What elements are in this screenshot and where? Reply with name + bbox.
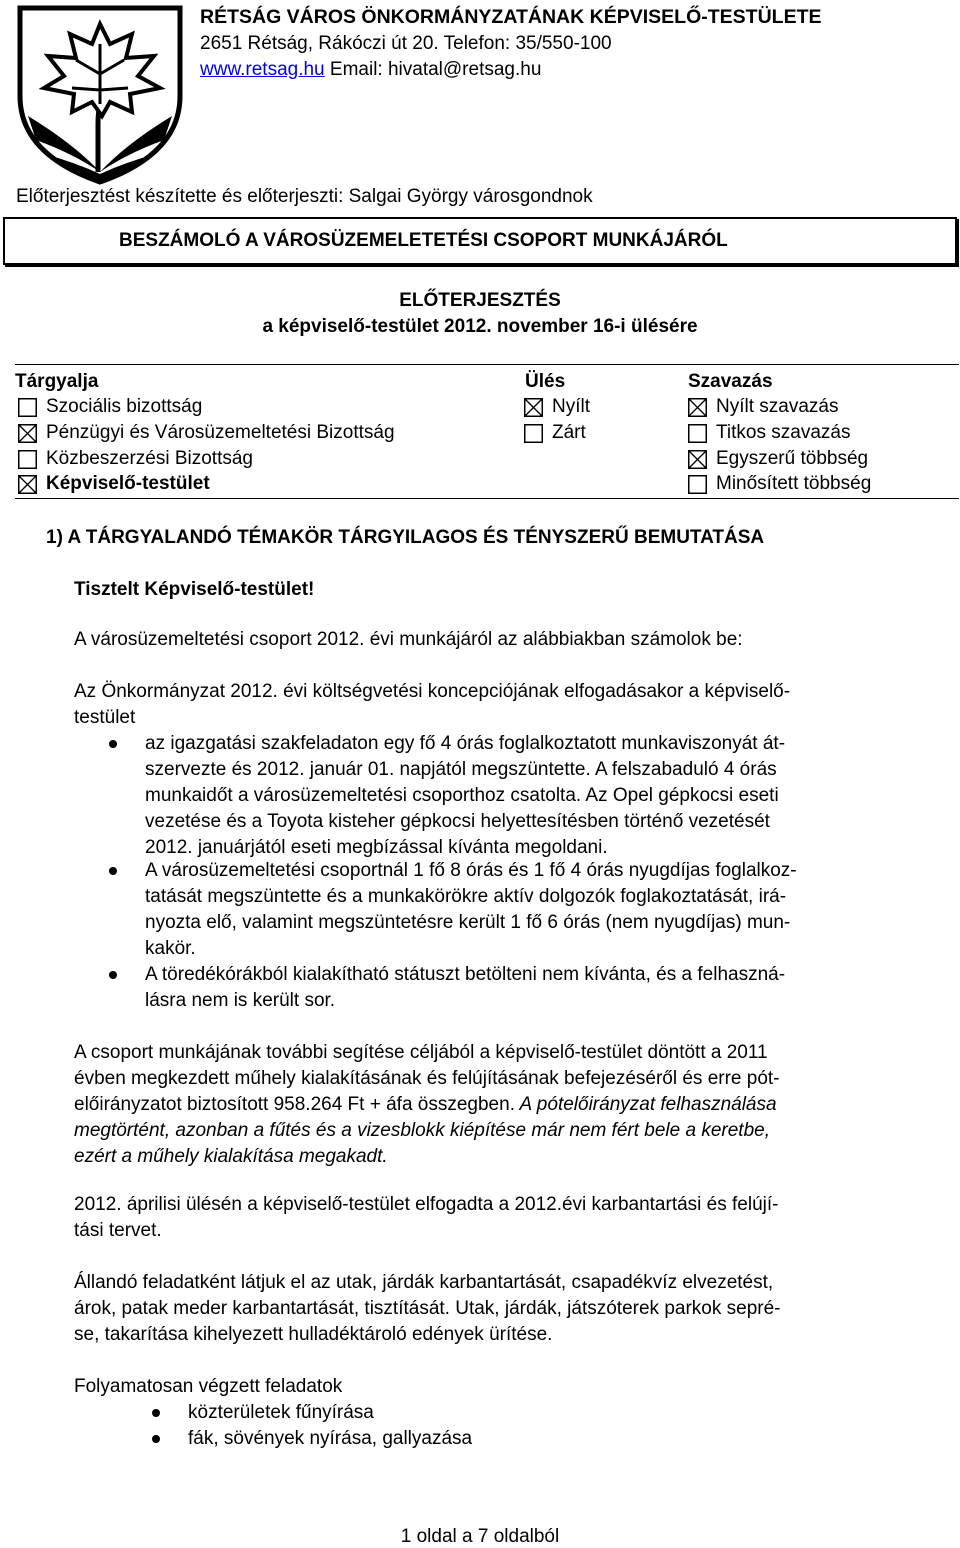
discuss-row-4[interactable] [18,472,210,496]
intro-text: A városüzemeltetési csoport 2012. évi munkájáról az alábbiakban számolok be: [74,629,743,650]
checkbox-checked-icon[interactable] [688,398,707,417]
checkbox-checked-icon[interactable] [524,398,543,417]
proposal-date: a képviselő-testület 2012. november 16-i ülésére [262,316,698,337]
report-title-box [3,217,957,265]
section-heading: 1) A TÁRGYALANDÓ TÉMAKÖR TÁRGYILAGOS ÉS TÉNYSZERŰ BEMUTATÁSA [46,527,765,548]
checkbox-checked-icon[interactable] [688,450,707,469]
email-text: Email: hivatal@retsag.hu [329,59,542,80]
paragraph-3: 2012. áprilisi ülésén a képviselő-testület elfogadta a 2012.évi karbantartási és felújí- tási tervet. [74,1194,779,1241]
prepared-by: Előterjesztést készítette és előterjeszti: Salgai György városgondnok [16,186,593,207]
checkbox-empty-icon[interactable] [688,475,707,494]
checkbox-empty-icon[interactable] [688,424,707,443]
vote-label: Egyszerű többség [716,448,869,469]
checkbox-empty-icon[interactable] [18,398,37,417]
checkbox-empty-icon[interactable] [18,450,37,469]
header-vote: Szavazás [688,371,773,392]
vote-row-4[interactable] [688,472,871,496]
bullet-dot-icon [152,1435,160,1443]
discuss-row-2[interactable] [18,421,395,445]
vote-row-2[interactable] [688,421,850,445]
discuss-label: Képviselő-testület [46,473,210,494]
paragraph-4: Állandó feladatként látjuk el az utak, járdák karbantartását, csapadékvíz elvezetést, árok, patak meder karbantartását, tisztítását. Utak, járdák, játszóterek parkok sepré- se, takarítása kihelyezett hulladéktároló edények ürítése. [74,1272,781,1345]
bullet-dot-icon [152,1409,160,1417]
session-row-1[interactable] [524,395,590,419]
paragraph-1: Az Önkormányzat 2012. évi költségvetési koncepciójának elfogadásakor a képviselő- testület [74,681,791,728]
proposal-label: ELŐTERJESZTÉS [399,290,561,311]
vote-row-1[interactable] [688,395,838,419]
session-label: Nyílt [552,396,590,417]
vote-label: Minősített többség [716,473,872,494]
session-label: Zárt [552,422,586,443]
discuss-label: Pénzügyi és Városüzemeltetési Bizottság [46,422,395,443]
vote-label: Nyílt szavazás [716,396,839,417]
bullet-dot-icon [109,971,117,979]
discuss-row-1[interactable] [18,395,202,419]
vote-row-3[interactable] [688,447,868,471]
session-row-2[interactable] [524,421,586,445]
discuss-label: Szociális bizottság [46,396,203,417]
header-session: Ülés [525,371,566,392]
council-name: RÉTSÁG VÁROS ÖNKORMÁNYZATÁNAK KÉPVISELŐ-TESTÜLETE [200,6,822,28]
bullet-item: az igazgatási szakfeladaton egy fő 4 órás foglalkoztatott munkaviszonyát át- szervezte és 2012. január 01. napjától megszüntette. A felszabaduló 4 órás munkaidőt a városüzemeltetési csoporthoz csatolta. Az Opel gépkocsi eseti vezetése és a Toyota kisteher gépkocsi helyettesítésben történő vezetését 2012. januárjától eseti megbízással kívánta megoldani. [145,731,916,861]
city-crest-logo [14,4,186,186]
header-discuss: Tárgyalja [15,371,99,392]
bullet-dot-icon [109,867,117,875]
bullet-item: A városüzemeltetési csoportnál 1 fő 8 órás és 1 fő 4 órás nyugdíjas foglalkoz- tatását megszüntette és a munkakörökre aktív dolgozók foglakoztatását, irá- nyozta elő, valamint megszüntetésre került 1 fő 6 órás (nem nyugdíjas) mun- kakör. [145,858,916,962]
salutation: Tisztelt Képviselő-testület! [74,579,315,600]
vote-label: Titkos szavazás [716,422,851,443]
bullet-item: A töredékórákból kialakítható státuszt betölteni nem kívánta, és a felhaszná- lásra nem is került sor. [145,962,916,1014]
bullet-dot-icon [109,740,117,748]
report-title: BESZÁMOLÓ A VÁROSÜZEMELETETÉSI CSOPORT MUNKÁJÁRÓL [119,230,728,251]
discuss-row-3[interactable] [18,447,253,471]
discuss-label: Közbeszerzési Bizottság [46,448,253,469]
website-link[interactable]: www.retsag.hu [200,59,325,80]
paragraph-2: A csoport munkájának további segítése céljából a képviselő-testület döntött a 2011 évben megkezdett műhely kialakításának és felújításának befejezéséről és erre pót- előirányzatot biztosított 958.264 Ft + áfa összegben. A pótelőirányzat felhasználása megtörtént, azonban a fűtés és a vizesblokk kiépítése már nem fért bele a keretbe, ezért a műhely kialakítása megakadt. [74,1042,780,1167]
checkbox-checked-icon[interactable] [18,475,37,494]
task-item: közterületek fűnyírása [188,1400,374,1426]
council-address: 2651 Rétság, Rákóczi út 20. Telefon: 35/550-100 [200,33,612,54]
tasks-heading: Folyamatosan végzett feladatok [74,1376,343,1397]
checkbox-empty-icon[interactable] [524,424,543,443]
checkbox-checked-icon[interactable] [18,424,37,443]
page-footer: 1 oldal a 7 oldalból [400,1526,560,1547]
agenda-table [15,364,959,500]
task-item: fák, sövények nyírása, gallyazása [188,1426,472,1452]
